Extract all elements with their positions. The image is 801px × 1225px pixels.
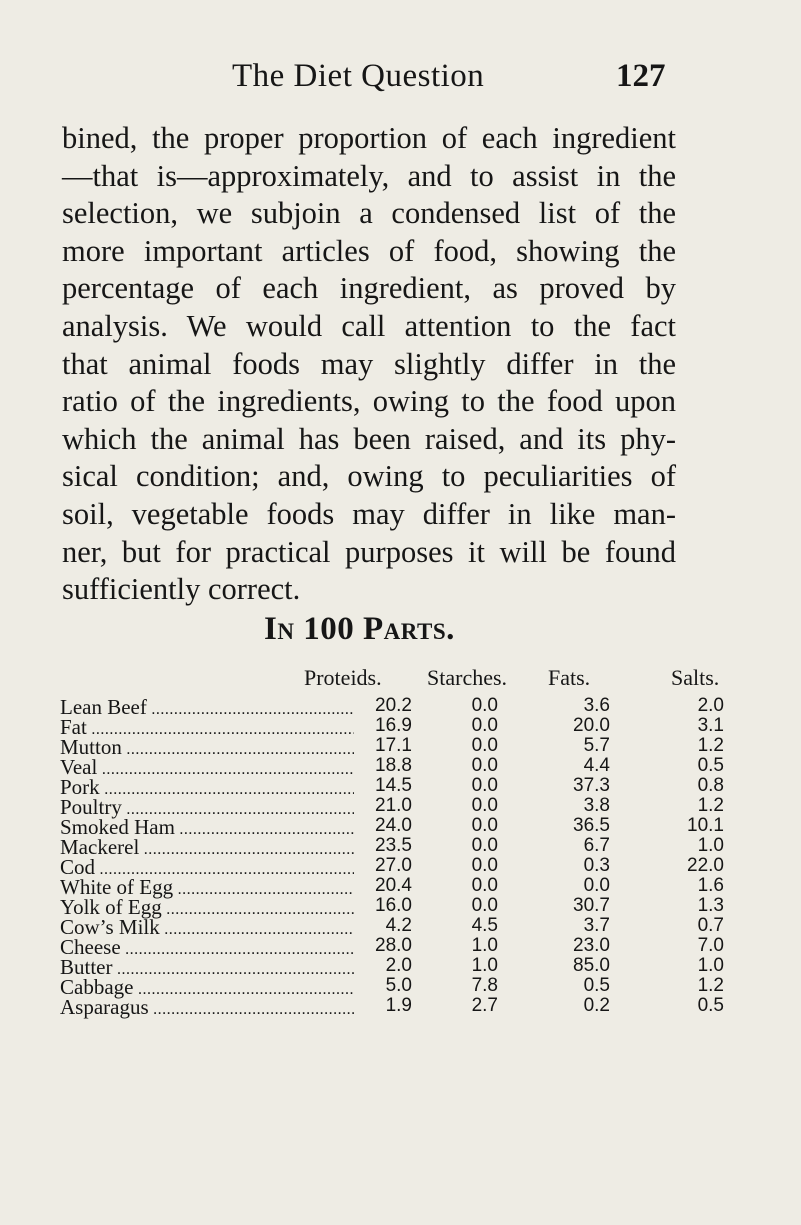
- fats-value: 0.2: [583, 995, 610, 1016]
- salts-value: 0.7: [697, 915, 724, 936]
- salts-value: 1.0: [697, 835, 724, 856]
- salts-value: 1.2: [697, 795, 724, 816]
- table-row: [0, 975, 801, 999]
- table-row: [0, 895, 801, 919]
- starches-value: 0.0: [471, 855, 498, 876]
- text-line: percentage of each ingredient, as proved by: [62, 271, 676, 306]
- text-line: sufficiently correct.: [62, 572, 301, 607]
- body-paragraph: [62, 120, 676, 609]
- food-name: Pork .....: [60, 775, 354, 800]
- starches-value: 0.0: [471, 735, 498, 756]
- food-name: Cheese .....: [60, 935, 354, 960]
- salts-value: 1.0: [697, 955, 724, 976]
- salts-value: 10.1: [687, 815, 724, 836]
- table-heading: In 100 Parts.: [264, 611, 455, 647]
- table-row: [0, 835, 801, 859]
- column-header-proteids: Proteids.: [304, 665, 382, 690]
- starches-value: 0.0: [471, 695, 498, 716]
- text-line: soil, vegetable foods may differ in like man-: [62, 496, 676, 531]
- proteids-value: 27.0: [375, 855, 412, 876]
- food-name: Lean Beef .....: [60, 695, 354, 720]
- food-name: Cabbage .....: [60, 975, 354, 1000]
- food-table: [0, 695, 801, 1019]
- food-name: Asparagus .....: [60, 995, 354, 1020]
- food-name: Butter .....: [60, 955, 354, 980]
- food-name: Fat .....: [60, 715, 354, 740]
- salts-value: 0.5: [697, 755, 724, 776]
- fats-value: 3.6: [583, 695, 610, 716]
- running-head: [0, 58, 801, 98]
- running-head-title: The Diet Question: [232, 58, 485, 94]
- fats-value: 23.0: [573, 935, 610, 956]
- salts-value: 1.2: [697, 975, 724, 996]
- table-row: [0, 715, 801, 739]
- proteids-value: 1.9: [385, 995, 412, 1016]
- proteids-value: 16.0: [375, 895, 412, 916]
- salts-value: 1.6: [697, 875, 724, 896]
- proteids-value: 5.0: [385, 975, 412, 996]
- column-header-fats: Fats.: [548, 665, 591, 690]
- salts-value: 0.8: [697, 775, 724, 796]
- text-line: that animal foods may slightly differ in the: [62, 346, 676, 381]
- starches-value: 0.0: [471, 715, 498, 736]
- table-row: [0, 755, 801, 779]
- fats-value: 20.0: [573, 715, 610, 736]
- fats-value: 0.3: [583, 855, 610, 876]
- table-row: [0, 955, 801, 979]
- food-name: Poultry .....: [60, 795, 354, 820]
- starches-value: 0.0: [471, 815, 498, 836]
- fats-value: 3.8: [583, 795, 610, 816]
- table-row: [0, 915, 801, 939]
- proteids-value: 21.0: [375, 795, 412, 816]
- salts-value: 7.0: [697, 935, 724, 956]
- table-row: [0, 935, 801, 959]
- table-row: [0, 995, 801, 1019]
- food-name: Cow’s Milk .....: [60, 915, 354, 940]
- fats-value: 30.7: [573, 895, 610, 916]
- salts-value: 2.0: [697, 695, 724, 716]
- table-row: [0, 795, 801, 819]
- text-line: which the animal has been raised, and its phy-: [62, 421, 676, 456]
- starches-value: 4.5: [471, 915, 498, 936]
- table-column-headers: [0, 665, 801, 693]
- proteids-value: 18.8: [375, 755, 412, 776]
- food-name: Mackerel .....: [60, 835, 354, 860]
- proteids-value: 24.0: [375, 815, 412, 836]
- fats-value: 37.3: [573, 775, 610, 796]
- food-name: Veal .....: [60, 755, 354, 780]
- food-name: Mutton .....: [60, 735, 354, 760]
- salts-value: 22.0: [687, 855, 724, 876]
- salts-value: 1.3: [697, 895, 724, 916]
- starches-value: 1.0: [471, 935, 498, 956]
- text-line: selection, we subjoin a condensed list of the: [62, 196, 676, 231]
- food-name: Cod .....: [60, 855, 354, 880]
- table-row: [0, 875, 801, 899]
- proteids-value: 28.0: [375, 935, 412, 956]
- fats-value: 85.0: [573, 955, 610, 976]
- text-line: —that is—approximately, and to assist in the: [62, 158, 676, 193]
- fats-value: 5.7: [583, 735, 610, 756]
- fats-value: 0.5: [583, 975, 610, 996]
- starches-value: 0.0: [471, 795, 498, 816]
- text-line: bined, the proper proportion of each ingredient: [62, 121, 676, 155]
- proteids-value: 14.5: [375, 775, 412, 796]
- proteids-value: 20.4: [375, 875, 412, 896]
- text-line: more important articles of food, showing the: [62, 233, 676, 268]
- table-row: [0, 855, 801, 879]
- proteids-value: 20.2: [375, 695, 412, 716]
- starches-value: 1.0: [471, 955, 498, 976]
- fats-value: 36.5: [573, 815, 610, 836]
- starches-value: 0.0: [471, 835, 498, 856]
- proteids-value: 2.0: [385, 955, 412, 976]
- starches-value: 0.0: [471, 895, 498, 916]
- proteids-value: 16.9: [375, 715, 412, 736]
- table-row: [0, 775, 801, 799]
- text-line: sical condition; and, owing to peculiarities of: [62, 459, 676, 494]
- table-row: [0, 695, 801, 719]
- page-number: 127: [616, 58, 666, 94]
- starches-value: 0.0: [471, 755, 498, 776]
- fats-value: 3.7: [583, 915, 610, 936]
- starches-value: 2.7: [471, 995, 498, 1016]
- food-name: White of Egg .....: [60, 875, 354, 900]
- proteids-value: 17.1: [375, 735, 412, 756]
- food-name: Yolk of Egg .....: [60, 895, 354, 920]
- column-header-starches: Starches.: [427, 665, 508, 690]
- fats-value: 4.4: [583, 755, 610, 776]
- starches-value: 0.0: [471, 875, 498, 896]
- starches-value: 7.8: [471, 975, 498, 996]
- salts-value: 1.2: [697, 735, 724, 756]
- table-row: [0, 815, 801, 839]
- text-line: ner, but for practical purposes it will be found: [62, 534, 676, 569]
- food-name: Smoked Ham .....: [60, 815, 354, 840]
- proteids-value: 23.5: [375, 835, 412, 856]
- text-line: analysis. We would call attention to the fact: [62, 308, 676, 343]
- table-row: [0, 735, 801, 759]
- column-header-salts: Salts.: [671, 665, 720, 690]
- fats-value: 6.7: [583, 835, 610, 856]
- starches-value: 0.0: [471, 775, 498, 796]
- fats-value: 0.0: [583, 875, 610, 896]
- salts-value: 0.5: [697, 995, 724, 1016]
- salts-value: 3.1: [697, 715, 724, 736]
- proteids-value: 4.2: [385, 915, 412, 936]
- text-line: ratio of the ingredients, owing to the food upon: [62, 384, 676, 419]
